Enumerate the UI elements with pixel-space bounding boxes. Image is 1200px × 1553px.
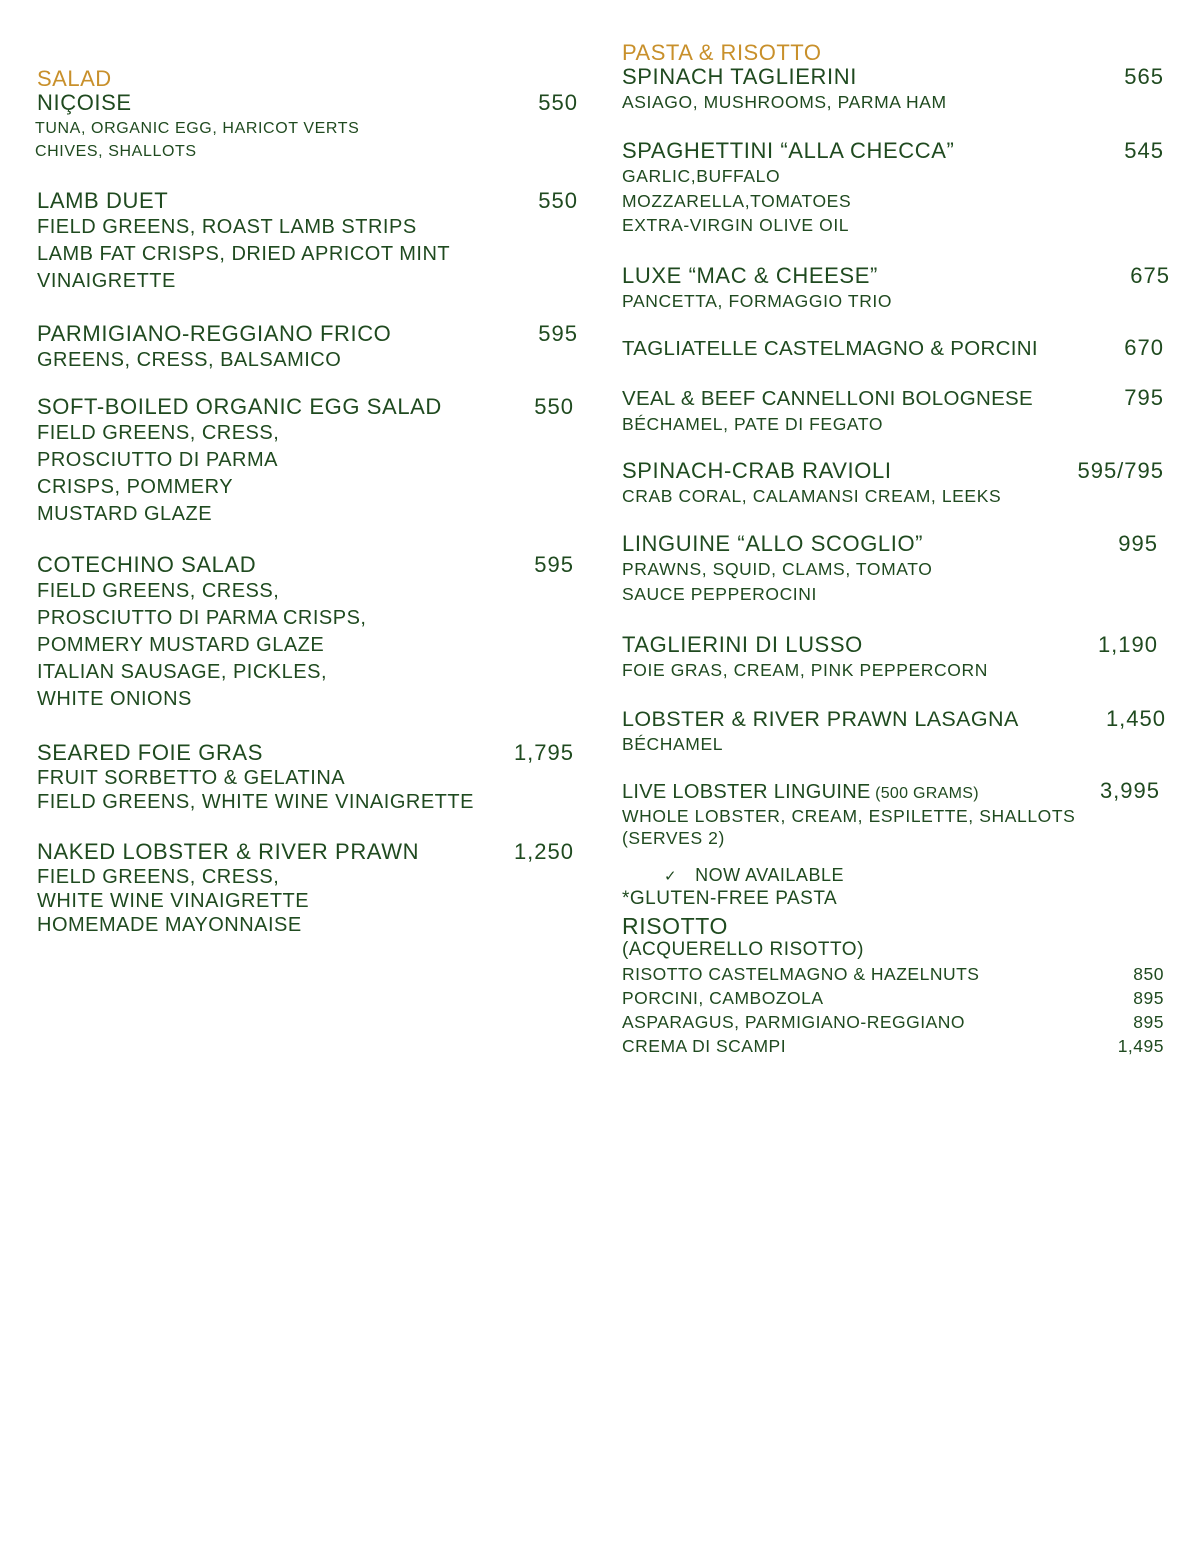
item-name: RISOTTO CASTELMAGNO & HAZELNUTS bbox=[622, 964, 980, 984]
item-description-line: FOIE GRAS, CREAM, PINK PEPPERCORN bbox=[622, 660, 988, 680]
item-description-line: LAMB FAT CRISPS, DRIED APRICOT MINT bbox=[37, 243, 451, 265]
item-name: ASPARAGUS, PARMIGIANO-REGGIANO bbox=[622, 1012, 966, 1032]
item-description-line: FIELD GREENS, CRESS, bbox=[37, 422, 280, 444]
item-name: SEARED FOIE GRAS bbox=[37, 740, 263, 765]
now-available-text: NOW AVAILABLE bbox=[695, 865, 844, 885]
item-description-line: FIELD GREENS, WHITE WINE VINAIGRETTE bbox=[37, 791, 474, 813]
item-description-line: PROSCIUTTO DI PARMA CRISPS, bbox=[37, 607, 367, 629]
item-name: SOFT-BOILED ORGANIC EGG SALAD bbox=[37, 394, 442, 419]
item-name: LINGUINE “ALLO SCOGLIO” bbox=[622, 531, 924, 556]
menu-item-live-lobster-linguine bbox=[622, 778, 1170, 849]
menu-item-tagliatelle-castelmagno bbox=[622, 335, 1170, 362]
item-description-line: BÉCHAMEL bbox=[622, 734, 724, 754]
gluten-free-text: *GLUTEN-FREE PASTA bbox=[622, 888, 838, 909]
item-description-line: BÉCHAMEL, PATE DI FEGATO bbox=[622, 414, 884, 434]
menu-item-spaghettini-checca bbox=[622, 138, 1170, 238]
item-name: SPAGHETTINI “ALLA CHECCA” bbox=[622, 138, 955, 163]
item-description-line: WHITE WINE VINAIGRETTE bbox=[37, 890, 310, 912]
item-description-line: WHITE ONIONS bbox=[37, 688, 192, 710]
menu-item-lamb-duet bbox=[37, 188, 582, 295]
menu-item-cannelloni-bolognese bbox=[622, 385, 1170, 437]
item-name: CREMA DI SCAMPI bbox=[622, 1036, 787, 1056]
item-description-line: PROSCIUTTO DI PARMA bbox=[37, 449, 279, 471]
item-price: 550 bbox=[538, 188, 578, 213]
item-name: TAGLIERINI DI LUSSO bbox=[622, 632, 863, 657]
item-price: 1,495 bbox=[1117, 1036, 1164, 1056]
menu-item-spinach-crab-ravioli bbox=[622, 458, 1170, 509]
menu-item-linguine-scoglio bbox=[622, 531, 1170, 606]
item-price: 675 bbox=[1130, 263, 1170, 288]
item-name: LOBSTER & RIVER PRAWN LASAGNA bbox=[622, 707, 1019, 731]
item-price: 895 bbox=[1133, 988, 1164, 1008]
item-description-line: FIELD GREENS, CRESS, bbox=[37, 866, 280, 888]
menu-item-seared-foie-gras bbox=[37, 740, 582, 814]
item-price: 670 bbox=[1124, 335, 1164, 360]
item-price: 3,995 bbox=[1099, 778, 1160, 803]
item-description-line: (SERVES 2) bbox=[622, 828, 725, 848]
item-description-line: ITALIAN SAUSAGE, PICKLES, bbox=[37, 661, 327, 683]
item-name: PARMIGIANO-REGGIANO FRICO bbox=[37, 321, 392, 346]
item-price: 595 bbox=[538, 321, 578, 346]
risotto-item bbox=[622, 986, 1164, 1010]
item-description-line: MOZZARELLA,TOMATOES bbox=[622, 190, 852, 211]
item-name: TAGLIATELLE CASTELMAGNO & PORCINI bbox=[622, 337, 1038, 360]
item-price: 1,190 bbox=[1097, 632, 1158, 657]
item-description-line: MUSTARD GLAZE bbox=[37, 503, 213, 525]
risotto-item bbox=[622, 962, 1164, 986]
menu-item-lobster-lasagna bbox=[622, 706, 1170, 757]
item-name: SPINACH TAGLIERINI bbox=[622, 64, 857, 89]
menu-item-spinach-taglierini bbox=[622, 64, 1170, 115]
risotto-section bbox=[622, 913, 1164, 1058]
item-price: 595/795 bbox=[1077, 458, 1164, 483]
item-price: 895 bbox=[1133, 1012, 1164, 1032]
item-description-line: WHOLE LOBSTER, CREAM, ESPILETTE, SHALLOTS bbox=[622, 806, 1076, 826]
menu-item-naked-lobster bbox=[37, 839, 582, 937]
item-description-line: FIELD GREENS, ROAST LAMB STRIPS bbox=[37, 216, 417, 238]
item-price: 595 bbox=[534, 552, 574, 577]
item-description-line: HOMEMADE MAYONNAISE bbox=[37, 914, 302, 936]
item-price: 795 bbox=[1124, 385, 1164, 410]
item-description-line: PRAWNS, SQUID, CLAMS, TOMATO bbox=[622, 559, 933, 579]
item-description-line: GREENS, CRESS, BALSAMICO bbox=[37, 349, 342, 371]
item-description-line: ASIAGO, MUSHROOMS, PARMA HAM bbox=[622, 92, 947, 112]
item-description-line: POMMERY MUSTARD GLAZE bbox=[37, 634, 325, 656]
item-name: NIÇOISE bbox=[37, 90, 132, 115]
check-icon: ✓ bbox=[664, 868, 678, 885]
item-name-suffix: (500 GRAMS) bbox=[875, 785, 979, 802]
risotto-subtitle: (ACQUERELLO RISOTTO) bbox=[622, 939, 864, 960]
item-name: VEAL & BEEF CANNELLONI BOLOGNESE bbox=[622, 387, 1034, 410]
item-price: 545 bbox=[1124, 138, 1164, 163]
item-price: 550 bbox=[538, 90, 578, 115]
item-description-line: FRUIT SORBETTO & GELATINA bbox=[37, 767, 346, 789]
item-description-line: GARLIC,BUFFALO bbox=[622, 166, 781, 186]
gluten-free-note bbox=[622, 864, 1170, 910]
risotto-item bbox=[622, 1034, 1164, 1058]
item-price: 565 bbox=[1124, 64, 1164, 89]
item-price: 1,450 bbox=[1105, 706, 1166, 731]
item-name-group bbox=[622, 779, 979, 805]
item-price: 550 bbox=[534, 394, 574, 419]
item-description-line: PANCETTA, FORMAGGIO TRIO bbox=[622, 291, 893, 311]
item-name: PORCINI, CAMBOZOLA bbox=[622, 988, 824, 1008]
item-description-line: EXTRA-VIRGIN OLIVE OIL bbox=[622, 215, 850, 235]
menu-item-nicoise bbox=[37, 90, 582, 163]
item-description-line: CRISPS, POMMERY bbox=[37, 476, 234, 498]
menu-item-taglierini-lusso bbox=[622, 632, 1170, 683]
item-name: LIVE LOBSTER LINGUINE bbox=[622, 781, 871, 803]
salad-section-title: SALAD bbox=[37, 66, 112, 91]
item-description-line: CHIVES, SHALLOTS bbox=[35, 143, 197, 160]
risotto-item bbox=[622, 1010, 1164, 1034]
item-price: 1,250 bbox=[513, 839, 574, 864]
item-name: LUXE “MAC & CHEESE” bbox=[622, 263, 878, 288]
menu-item-parmigiano-frico bbox=[37, 321, 582, 374]
item-description-line: TUNA, ORGANIC EGG, HARICOT VERTS bbox=[35, 120, 360, 137]
menu-item-egg-salad bbox=[37, 394, 582, 528]
menu-item-cotechino-salad bbox=[37, 552, 582, 713]
item-price: 995 bbox=[1118, 531, 1158, 556]
menu-item-luxe-mac-cheese bbox=[622, 263, 1170, 314]
item-name: COTECHINO SALAD bbox=[37, 552, 257, 577]
item-description-line: SAUCE PEPPEROCINI bbox=[622, 583, 817, 604]
item-description-line: FIELD GREENS, CRESS, bbox=[37, 580, 280, 602]
risotto-title: RISOTTO bbox=[622, 913, 729, 939]
item-name: LAMB DUET bbox=[37, 188, 169, 213]
item-price: 850 bbox=[1133, 964, 1164, 984]
item-description-line: CRAB CORAL, CALAMANSI CREAM, LEEKS bbox=[622, 486, 1002, 506]
item-name: SPINACH-CRAB RAVIOLI bbox=[622, 458, 892, 483]
item-price: 1,795 bbox=[513, 740, 574, 765]
item-name: NAKED LOBSTER & RIVER PRAWN bbox=[37, 839, 420, 864]
pasta-section-title: PASTA & RISOTTO bbox=[622, 40, 822, 65]
item-description-line: VINAIGRETTE bbox=[37, 270, 176, 292]
